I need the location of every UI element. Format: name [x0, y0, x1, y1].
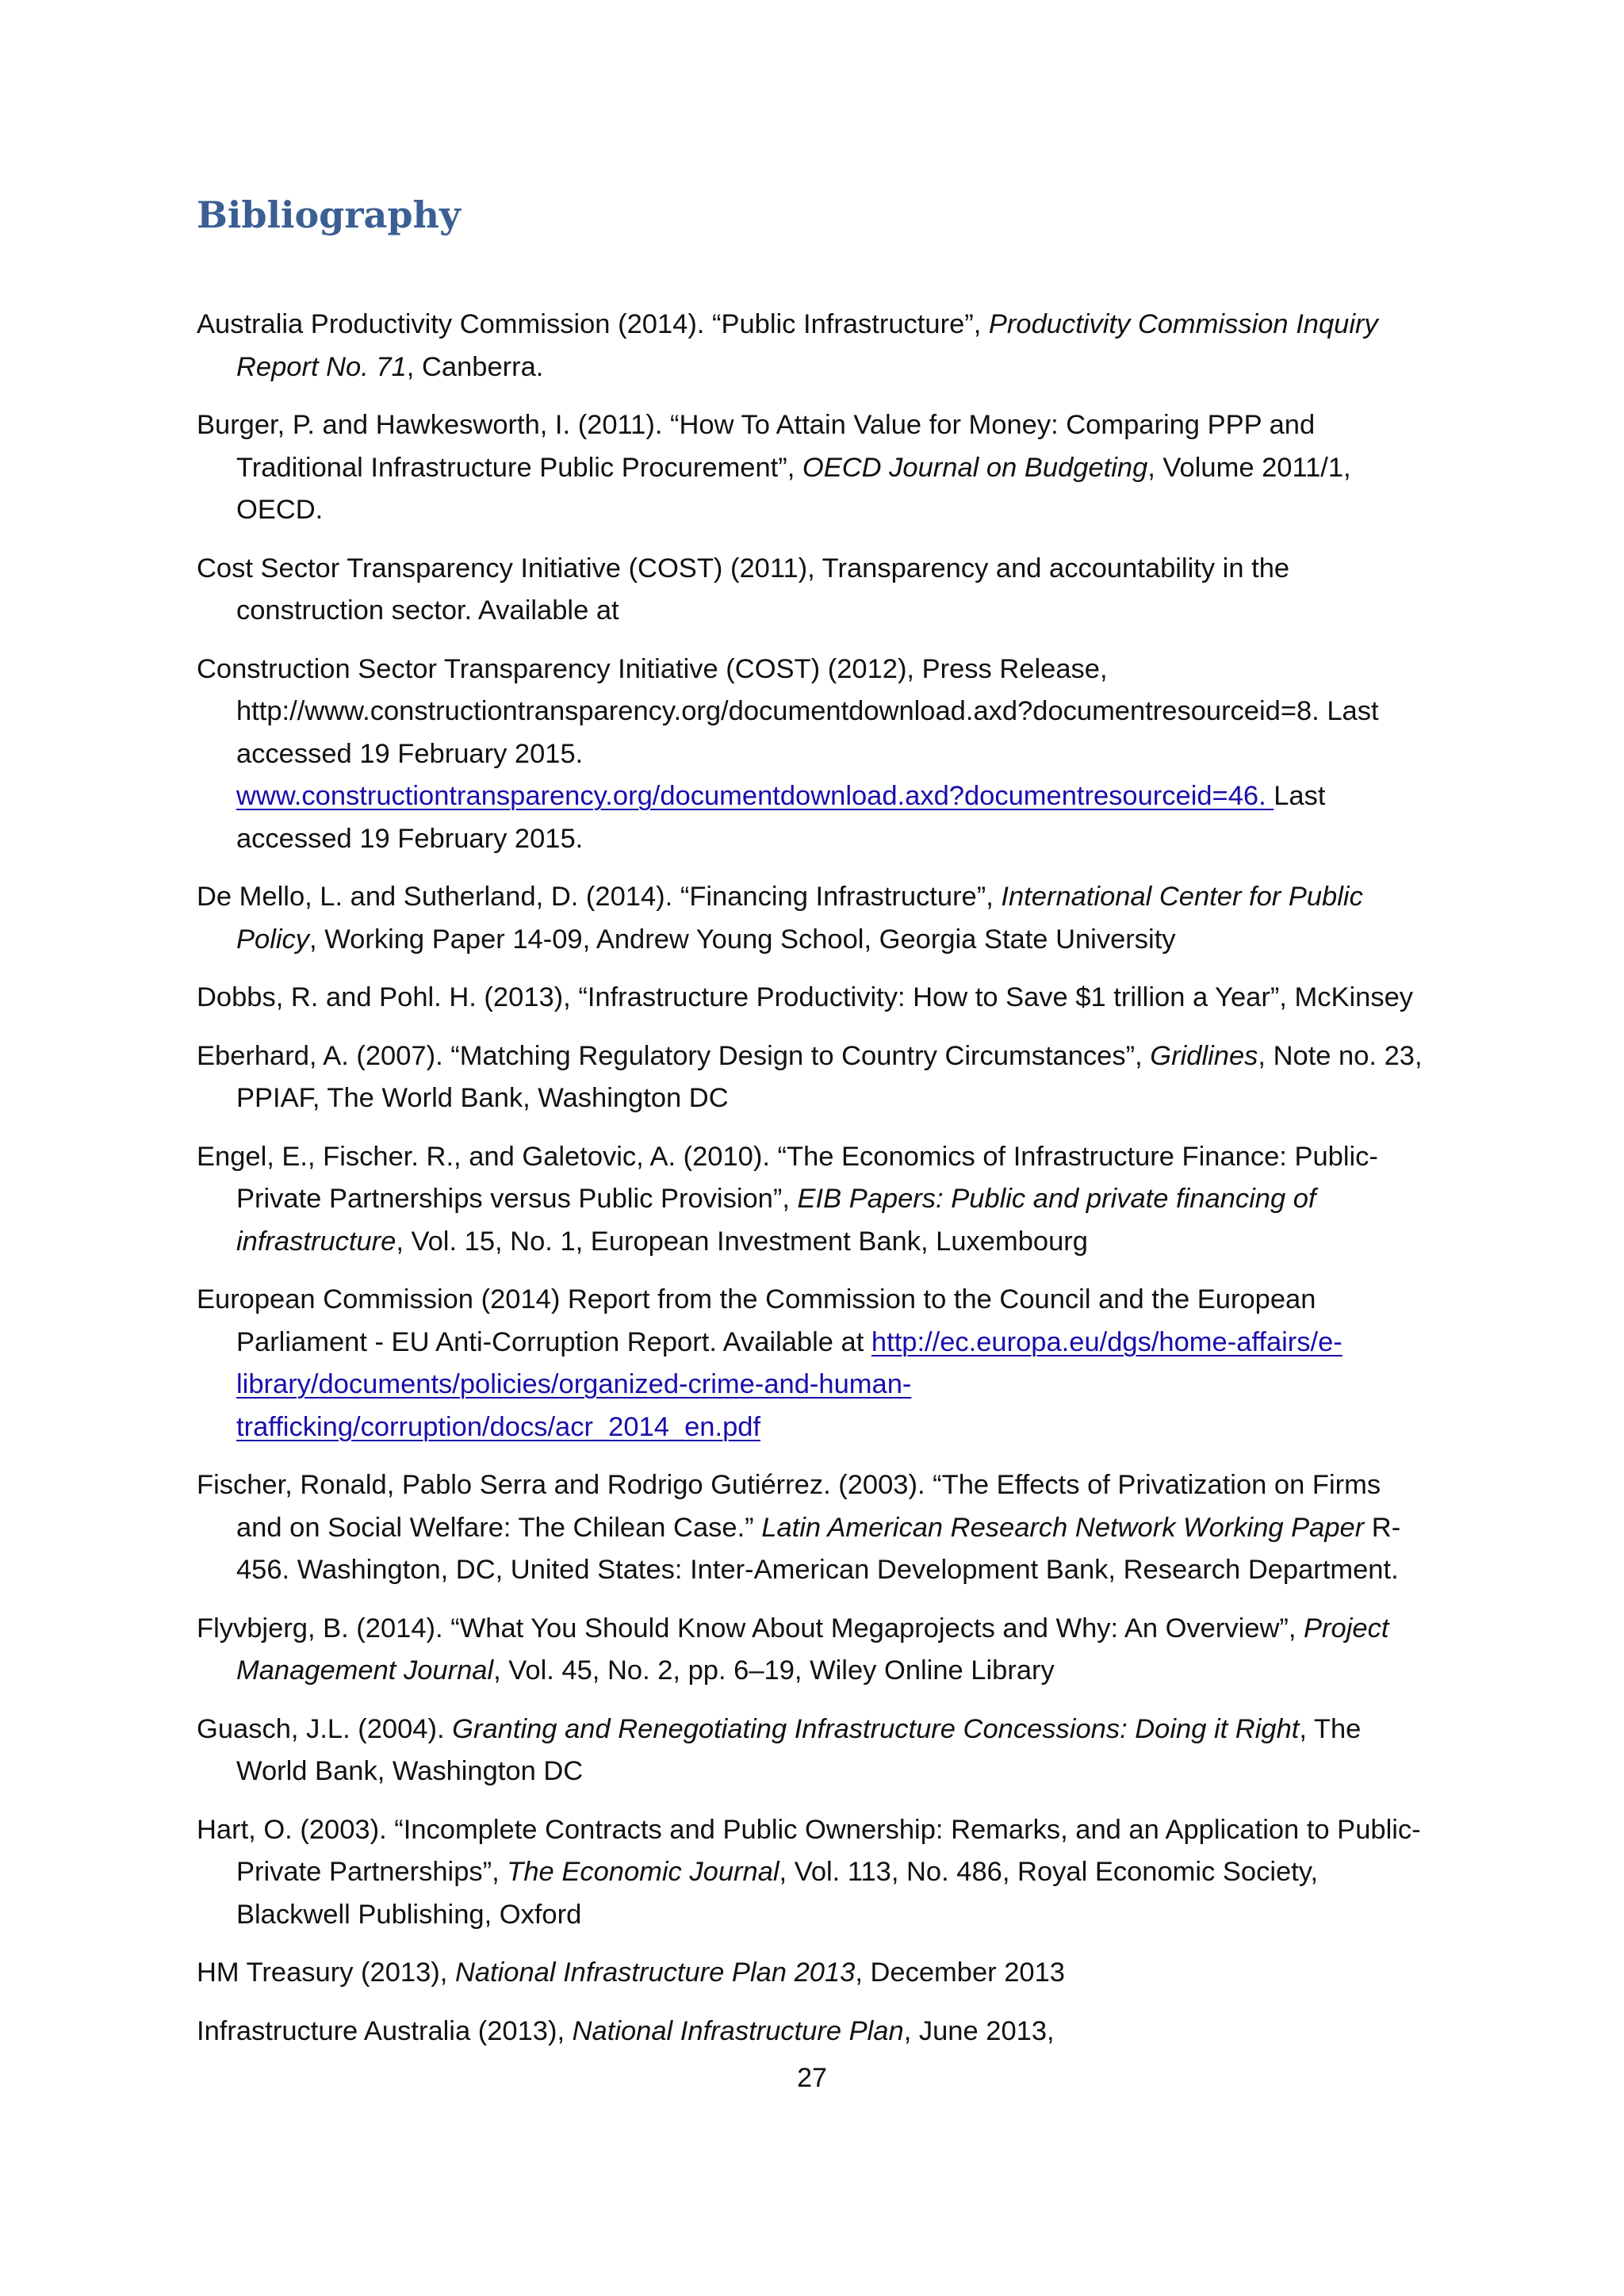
bib-entry-european-commission — [197, 1279, 1434, 1448]
bib-entry-hart — [197, 1809, 1434, 1937]
bib-entry-engel — [197, 1136, 1434, 1264]
entry-text: , The World Bank, Washington DC — [236, 1713, 1362, 1786]
bib-entry-burger — [197, 404, 1434, 532]
entry-text: Infrastructure Australia (2013), — [197, 2015, 573, 2046]
entry-text: , Canberra. — [406, 351, 544, 382]
entry-title: Granting and Renegotiating Infrastructure Concessions: Doing it Right — [452, 1713, 1300, 1744]
bib-entry-flyvbjerg — [197, 1608, 1434, 1693]
entry-title: EIB Papers: Public and private financing of infrastructure — [236, 1184, 1316, 1257]
entry-text: , Note no. 23, PPIAF, The World Bank, Washington DC — [236, 1040, 1423, 1113]
entry-title: The Economic Journal — [507, 1857, 779, 1887]
ec-report-link[interactable]: http://ec.europa.eu/dgs/home-affairs/e-library/documents/policies/organized-crime-and-human-trafficking/corruption/docs/acr_2014_en.pdf — [236, 1326, 1342, 1442]
entry-text: Flyvbjerg, B. (2014). “What You Should Know About Megaprojects and Why: An Overview”, — [197, 1613, 1304, 1644]
cost-2012-link[interactable]: www.constructiontransparency.org/documentdownload.axd?documentresourceid=46. — [236, 781, 1274, 811]
entry-title: OECD Journal on Budgeting — [802, 452, 1148, 483]
entry-text: , Vol. 15, No. 1, European Investment Bank, Luxembourg — [396, 1226, 1088, 1257]
entry-title: National Infrastructure Plan — [572, 2015, 904, 2046]
entry-text: R-456. Washington, DC, United States: Inter-American Development Bank, Research Department. — [236, 1512, 1401, 1585]
entry-text: Hart, O. (2003). “Incomplete Contracts and Public Ownership: Remarks, and an Application to Public-Private Partnerships”, — [197, 1814, 1421, 1887]
entry-text: Last accessed 19 February 2015. — [236, 781, 1326, 854]
entry-text: Eberhard, A. (2007). “Matching Regulatory Design to Country Circumstances”, — [197, 1040, 1151, 1071]
entry-text: Engel, E., Fischer. R., and Galetovic, A. (2010). “The Economics of Infrastructure Finance: Public-Private Partnerships versus Public Provision”, — [197, 1141, 1378, 1214]
entry-text: De Mello, L. and Sutherland, D. (2014). “Financing Infrastructure”, — [197, 882, 1002, 912]
entry-text: , Vol. 113, No. 486, Royal Economic Society, Blackwell Publishing, Oxford — [236, 1857, 1319, 1930]
entry-text: Construction Sector Transparency Initiative (COST) (2012), Press Release, http://www.constructiontransparency.org/documentdownload.axd?documentresourceid=8. Last accessed 19 February 2015. — [197, 653, 1379, 769]
entry-text: HM Treasury (2013), — [197, 1957, 455, 1988]
page-number: 27 — [797, 2063, 827, 2093]
entry-text: Guasch, J.L. (2004). — [197, 1713, 453, 1744]
bib-entry-guasch — [197, 1709, 1434, 1793]
bib-entry-dobbs — [197, 977, 1434, 1020]
entry-text: European Commission (2014) Report from the Commission to the Council and the European Parliament - EU Anti-Corruption Report. Available at — [197, 1284, 1316, 1357]
page-title: Bibliography — [197, 193, 461, 236]
bibliography-list — [197, 304, 1434, 2068]
entry-text: Cost Sector Transparency Initiative (COST) (2011), Transparency and accountability in the construction sector. Available at — [197, 553, 1290, 626]
entry-title: Productivity Commission Inquiry Report No. 71 — [236, 309, 1378, 382]
entry-text: , Working Paper 14-09, Andrew Young School, Georgia State University — [309, 924, 1176, 955]
entry-title: Project Management Journal — [236, 1613, 1389, 1686]
bib-entry-fischer — [197, 1464, 1434, 1592]
entry-text: Fischer, Ronald, Pablo Serra and Rodrigo Gutiérrez. (2003). “The Effects of Privatization on Firms and on Social Welfare: The Chilean Case.” — [197, 1470, 1381, 1543]
bib-entry-eberhard — [197, 1035, 1434, 1120]
entry-text: Australia Productivity Commission (2014). “Public Infrastructure”, — [197, 309, 989, 339]
entry-title: Latin American Research Network Working Paper — [761, 1512, 1365, 1543]
bib-entry-infrastructure-australia — [197, 2011, 1434, 2053]
entry-text: Burger, P. and Hawkesworth, I. (2011). “How To Attain Value for Money: Comparing PPP and Traditional Infrastructure Public Procurement”, — [197, 410, 1316, 483]
bib-entry-cost-2012 — [197, 649, 1434, 861]
entry-text: Dobbs, R. and Pohl. H. (2013), “Infrastructure Productivity: How to Save $1 trillion a Year”, McKinsey — [197, 982, 1414, 1012]
bib-entry-demello — [197, 876, 1434, 961]
entry-text: , Volume 2011/1, OECD. — [236, 452, 1351, 525]
bib-entry-hm-treasury — [197, 1952, 1434, 1995]
bib-entry-cost-2011 — [197, 548, 1434, 633]
entry-text: , Vol. 45, No. 2, pp. 6–19, Wiley Online Library — [493, 1655, 1055, 1686]
entry-text: , December 2013 — [855, 1957, 1065, 1988]
entry-title: International Center for Public Policy — [236, 882, 1363, 955]
bib-entry-australia — [197, 304, 1434, 388]
entry-title: Gridlines — [1150, 1040, 1258, 1071]
entry-text: , June 2013, — [903, 2015, 1055, 2046]
entry-title: National Infrastructure Plan 2013 — [454, 1957, 856, 1988]
